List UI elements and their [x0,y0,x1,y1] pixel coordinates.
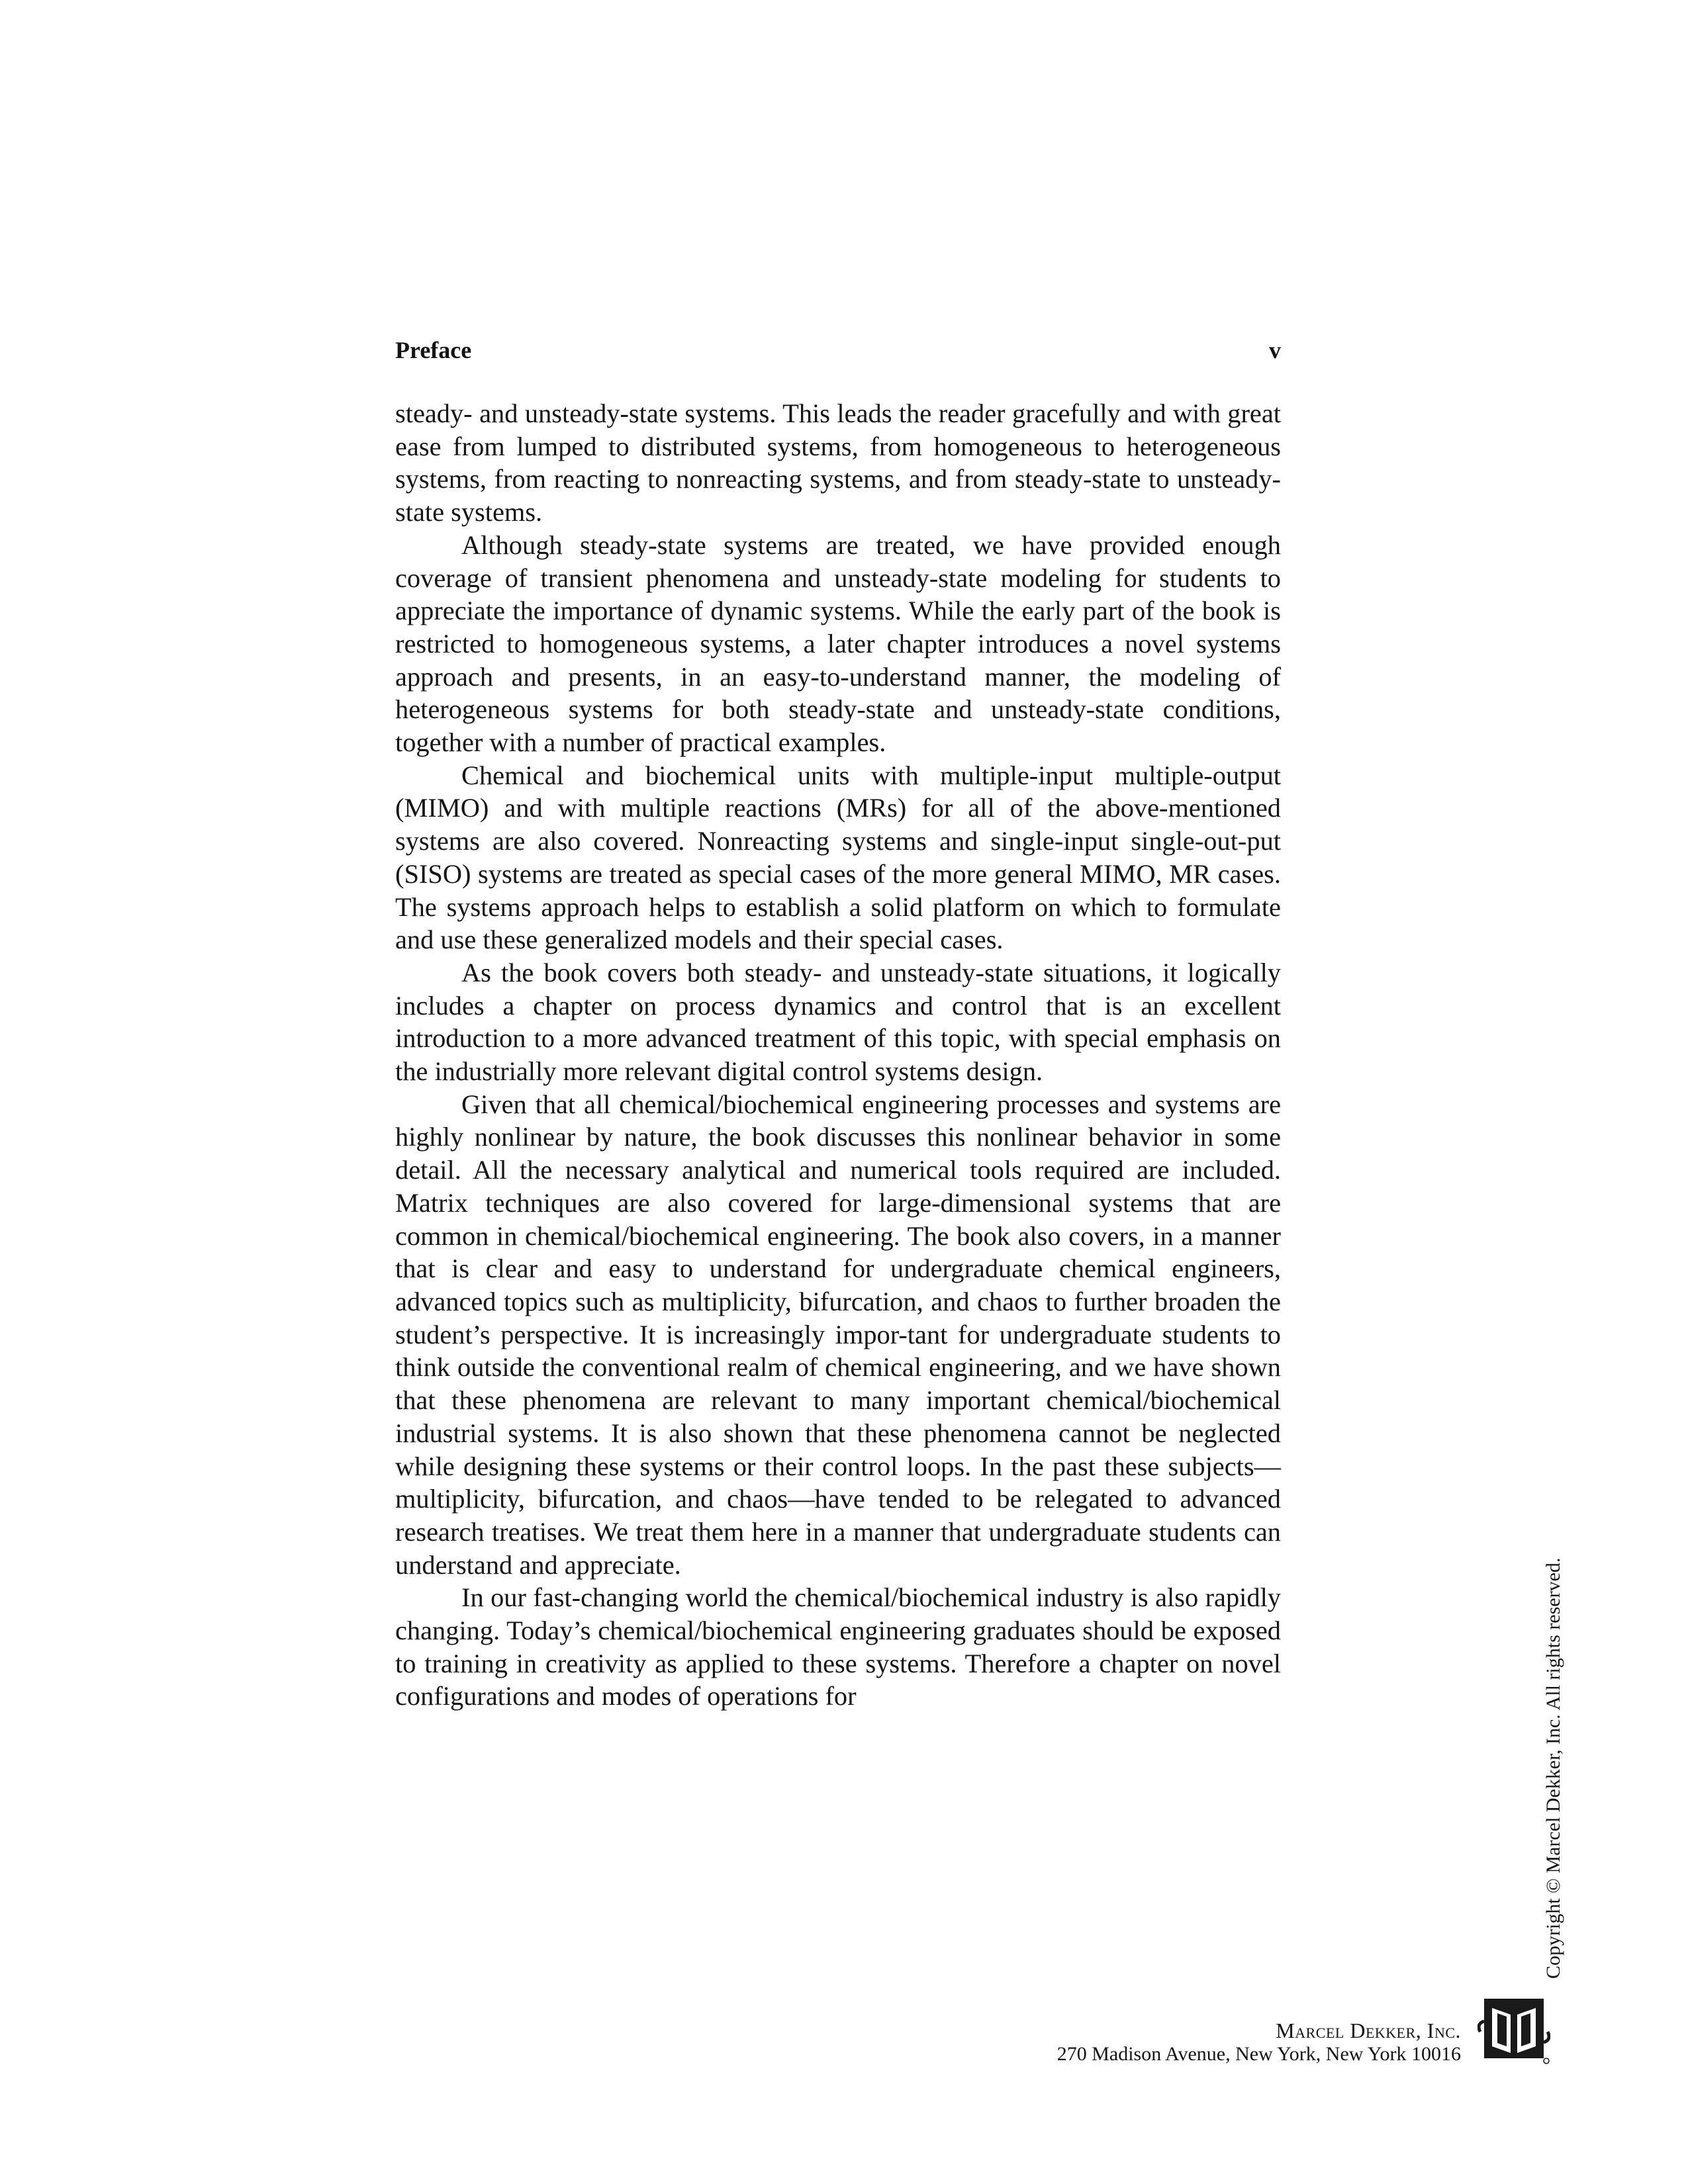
paragraph: Although steady-state systems are treated, we have provided enough coverage of transient phenomena and unsteady-state modeling for students to appreciate the importance of dynamic systems. While the early part of the book is restricted to homogeneous systems, a later chapter introduces a novel systems approach and presents, in an easy-to-understand manner, the modeling of heterogeneous systems for both steady-state and unsteady-state conditions, together with a number of practical examples. [395,529,1281,758]
page-number: v [1269,337,1281,363]
paragraph: In our fast-changing world the chemical/biochemical industry is also rapidly changing. Today’s chemical/biochemical engineering graduates should be exposed to training in creativity as applied to these systems. Therefore a chapter on novel configurations and modes of operations for [395,1582,1281,1711]
paragraph: Chemical and biochemical units with multiple-input multiple-output (MIMO) and with multiple reactions (MRs) for all of the above-mentioned systems are also covered. Nonreacting systems and single-input single-out-put (SISO) systems are treated as special cases of the more general MIMO, MR cases. The systems approach helps to establish a solid platform on which to formulate and use these generalized models and their special cases. [395,760,1281,955]
paragraph: steady- and unsteady-state systems. This leads the reader gracefully and with great ease from lumped to distributed systems, from homogeneous to heterogeneous systems, from reacting to nonreacting systems, and from steady-state to unsteady-state systems. [395,398,1281,527]
publisher-name: Marcel Dekker, Inc. [1276,2019,1461,2042]
publisher-address: 270 Madison Avenue, New York, New York 10016 [1056,2043,1461,2065]
section-title: Preface [395,337,472,363]
paragraph: Given that all chemical/biochemical engineering processes and systems are highly nonlinear by nature, the book discusses this nonlinear behavior in some detail. All the necessary analytical and numerical tools required are included. Matrix techniques are also covered for large-dimensional systems that are common in chemical/biochemical engineering. The book also covers, in a manner that is clear and easy to understand for undergraduate chemical engineers, advanced topics such as multiplicity, bifurcation, and chaos to further broaden the student’s perspective. It is increasingly impor-tant for undergraduate students to think outside the conventional realm of chemical engineering, and we have shown that these phenomena are relevant to many important chemical/biochemical industrial systems. It is also shown that these phenomena cannot be neglected while designing these systems or their control loops. In the past these subjects—multiplicity, bifurcation, and chaos—have tended to be relegated to advanced research treatises. We treat them here in a manner that undergraduate students can understand and appreciate. [395,1089,1281,1580]
running-head [395,336,1281,373]
paragraph: As the book covers both steady- and unsteady-state situations, it logically includes a chapter on process dynamics and control that is an excellent introduction to a more advanced treatment of this topic, with special emphasis on the industrially more relevant digital control systems design. [395,957,1281,1087]
marcel-dekker-logo-icon [1477,1992,1550,2065]
copyright-notice: Copyright © Marcel Dekker, Inc. All rights reserved. [1542,1557,1564,1979]
publisher-imprint [1057,2019,1461,2066]
body-text [395,397,1281,1713]
